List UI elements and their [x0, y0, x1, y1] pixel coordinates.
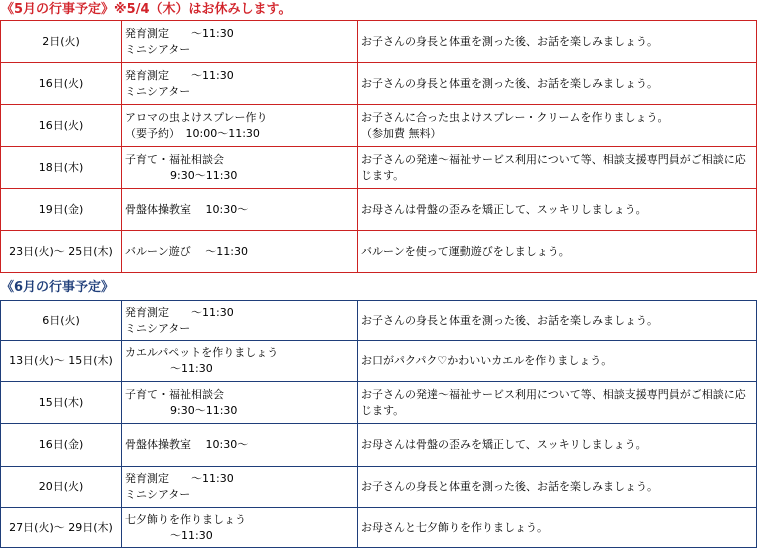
schedule-row — [1, 105, 757, 147]
description-line: お子さんの身長と体重を測った後、お話を楽しみましょう。 — [361, 313, 658, 327]
schedule-row — [1, 341, 757, 382]
event-line: アロマの虫よけスプレー作り — [125, 110, 268, 124]
event-line: ～11:30 — [170, 362, 213, 375]
event-line: 七夕飾りを作りましょう — [125, 512, 246, 526]
event-date: 27日(火)～ 29日(木) — [1, 508, 122, 548]
may-schedule-title: 《5月の行事予定》※5/4（木）はお休みします。 — [1, 2, 292, 17]
event-description — [358, 424, 757, 467]
schedule-row — [1, 508, 757, 548]
description-line: お子さんの身長と体重を測った後、お話を楽しみましょう。 — [361, 34, 658, 48]
event-name — [122, 382, 358, 424]
event-description — [358, 21, 757, 63]
description-line: お口がパクパク♡かわいいカエルを作りましょう。 — [361, 354, 613, 367]
event-line: ミニシアター — [125, 42, 191, 56]
event-name — [122, 467, 358, 508]
event-date: 6日(火) — [1, 301, 122, 341]
event-date: 16日(火) — [1, 105, 122, 147]
event-line: 発育測定 ～11:30 — [125, 305, 234, 319]
event-name — [122, 189, 358, 231]
event-line: （要予約） 10:00～11:30 — [125, 126, 260, 140]
schedule-row — [1, 301, 757, 341]
event-line: ミニシアター — [125, 488, 191, 501]
event-line: バルーン遊び ～11:30 — [125, 244, 248, 258]
event-description — [358, 467, 757, 508]
june-schedule-table — [0, 300, 757, 548]
event-line: 発育測定 ～11:30 — [125, 472, 234, 485]
schedule-row — [1, 147, 757, 189]
event-name — [122, 147, 358, 189]
event-description — [358, 508, 757, 548]
event-description — [358, 105, 757, 147]
event-line: 骨盤体操教室 10:30～ — [125, 438, 249, 451]
schedule-row — [1, 382, 757, 424]
event-line: 発育測定 ～11:30 — [125, 26, 234, 40]
description-line: お母さんは骨盤の歪みを矯正して、スッキリしましょう。 — [361, 202, 647, 216]
event-line: 骨盤体操教室 10:30～ — [125, 202, 249, 216]
description-line: お子さんに合った虫よけスプレー・クリームを作りましょう。 — [361, 110, 669, 124]
event-date: 23日(火)～ 25日(木) — [1, 231, 122, 273]
event-date: 16日(金) — [1, 424, 122, 467]
schedule-row — [1, 467, 757, 508]
event-line: 9:30～11:30 — [170, 403, 238, 417]
event-description — [358, 382, 757, 424]
event-name — [122, 508, 358, 548]
event-date: 13日(火)～ 15日(木) — [1, 341, 122, 382]
schedule-row — [1, 189, 757, 231]
event-description — [358, 301, 757, 341]
event-description — [358, 189, 757, 231]
event-name — [122, 21, 358, 63]
description-line: （参加費 無料） — [361, 126, 442, 140]
event-name — [122, 301, 358, 341]
event-description — [358, 341, 757, 382]
description-line: お母さんと七夕飾りを作りましょう。 — [361, 520, 548, 534]
event-description — [358, 147, 757, 189]
event-line: ミニシアター — [125, 321, 191, 335]
event-date: 20日(火) — [1, 467, 122, 508]
june-schedule-title: 《6月の行事予定》 — [1, 280, 115, 295]
schedule-row — [1, 424, 757, 467]
event-name — [122, 105, 358, 147]
description-line: バルーンを使って運動遊びをしましょう。 — [361, 244, 570, 258]
description-line: お子さんの身長と体重を測った後、お話を楽しみましょう。 — [361, 76, 658, 90]
description-line: お子さんの発達～福祉サービス利用について等、相談支援専門員がご相談に応じます。 — [361, 152, 746, 182]
event-line: 発育測定 ～11:30 — [125, 68, 234, 82]
event-date: 2日(火) — [1, 21, 122, 63]
description-line: お子さんの発達～福祉サービス利用について等、相談支援専門員がご相談に応じます。 — [361, 387, 746, 417]
event-date: 15日(木) — [1, 382, 122, 424]
schedule-row — [1, 231, 757, 273]
event-line: ～11:30 — [170, 528, 213, 542]
schedule-row — [1, 63, 757, 105]
event-description — [358, 231, 757, 273]
event-name — [122, 231, 358, 273]
event-line: 子育て・福祉相談会 — [125, 387, 224, 401]
event-date: 18日(木) — [1, 147, 122, 189]
event-line: カエルパペットを作りましょう — [125, 346, 279, 359]
event-line: ミニシアター — [125, 84, 191, 98]
schedule-row — [1, 21, 757, 63]
event-name — [122, 424, 358, 467]
event-line: 子育て・福祉相談会 — [125, 152, 224, 166]
event-description — [358, 63, 757, 105]
event-name — [122, 341, 358, 382]
event-date: 19日(金) — [1, 189, 122, 231]
event-name — [122, 63, 358, 105]
description-line: お子さんの身長と体重を測った後、お話を楽しみましょう。 — [361, 480, 658, 493]
description-line: お母さんは骨盤の歪みを矯正して、スッキリしましょう。 — [361, 438, 647, 451]
event-date: 16日(火) — [1, 63, 122, 105]
may-schedule-table — [0, 20, 757, 273]
event-line: 9:30～11:30 — [170, 168, 238, 182]
